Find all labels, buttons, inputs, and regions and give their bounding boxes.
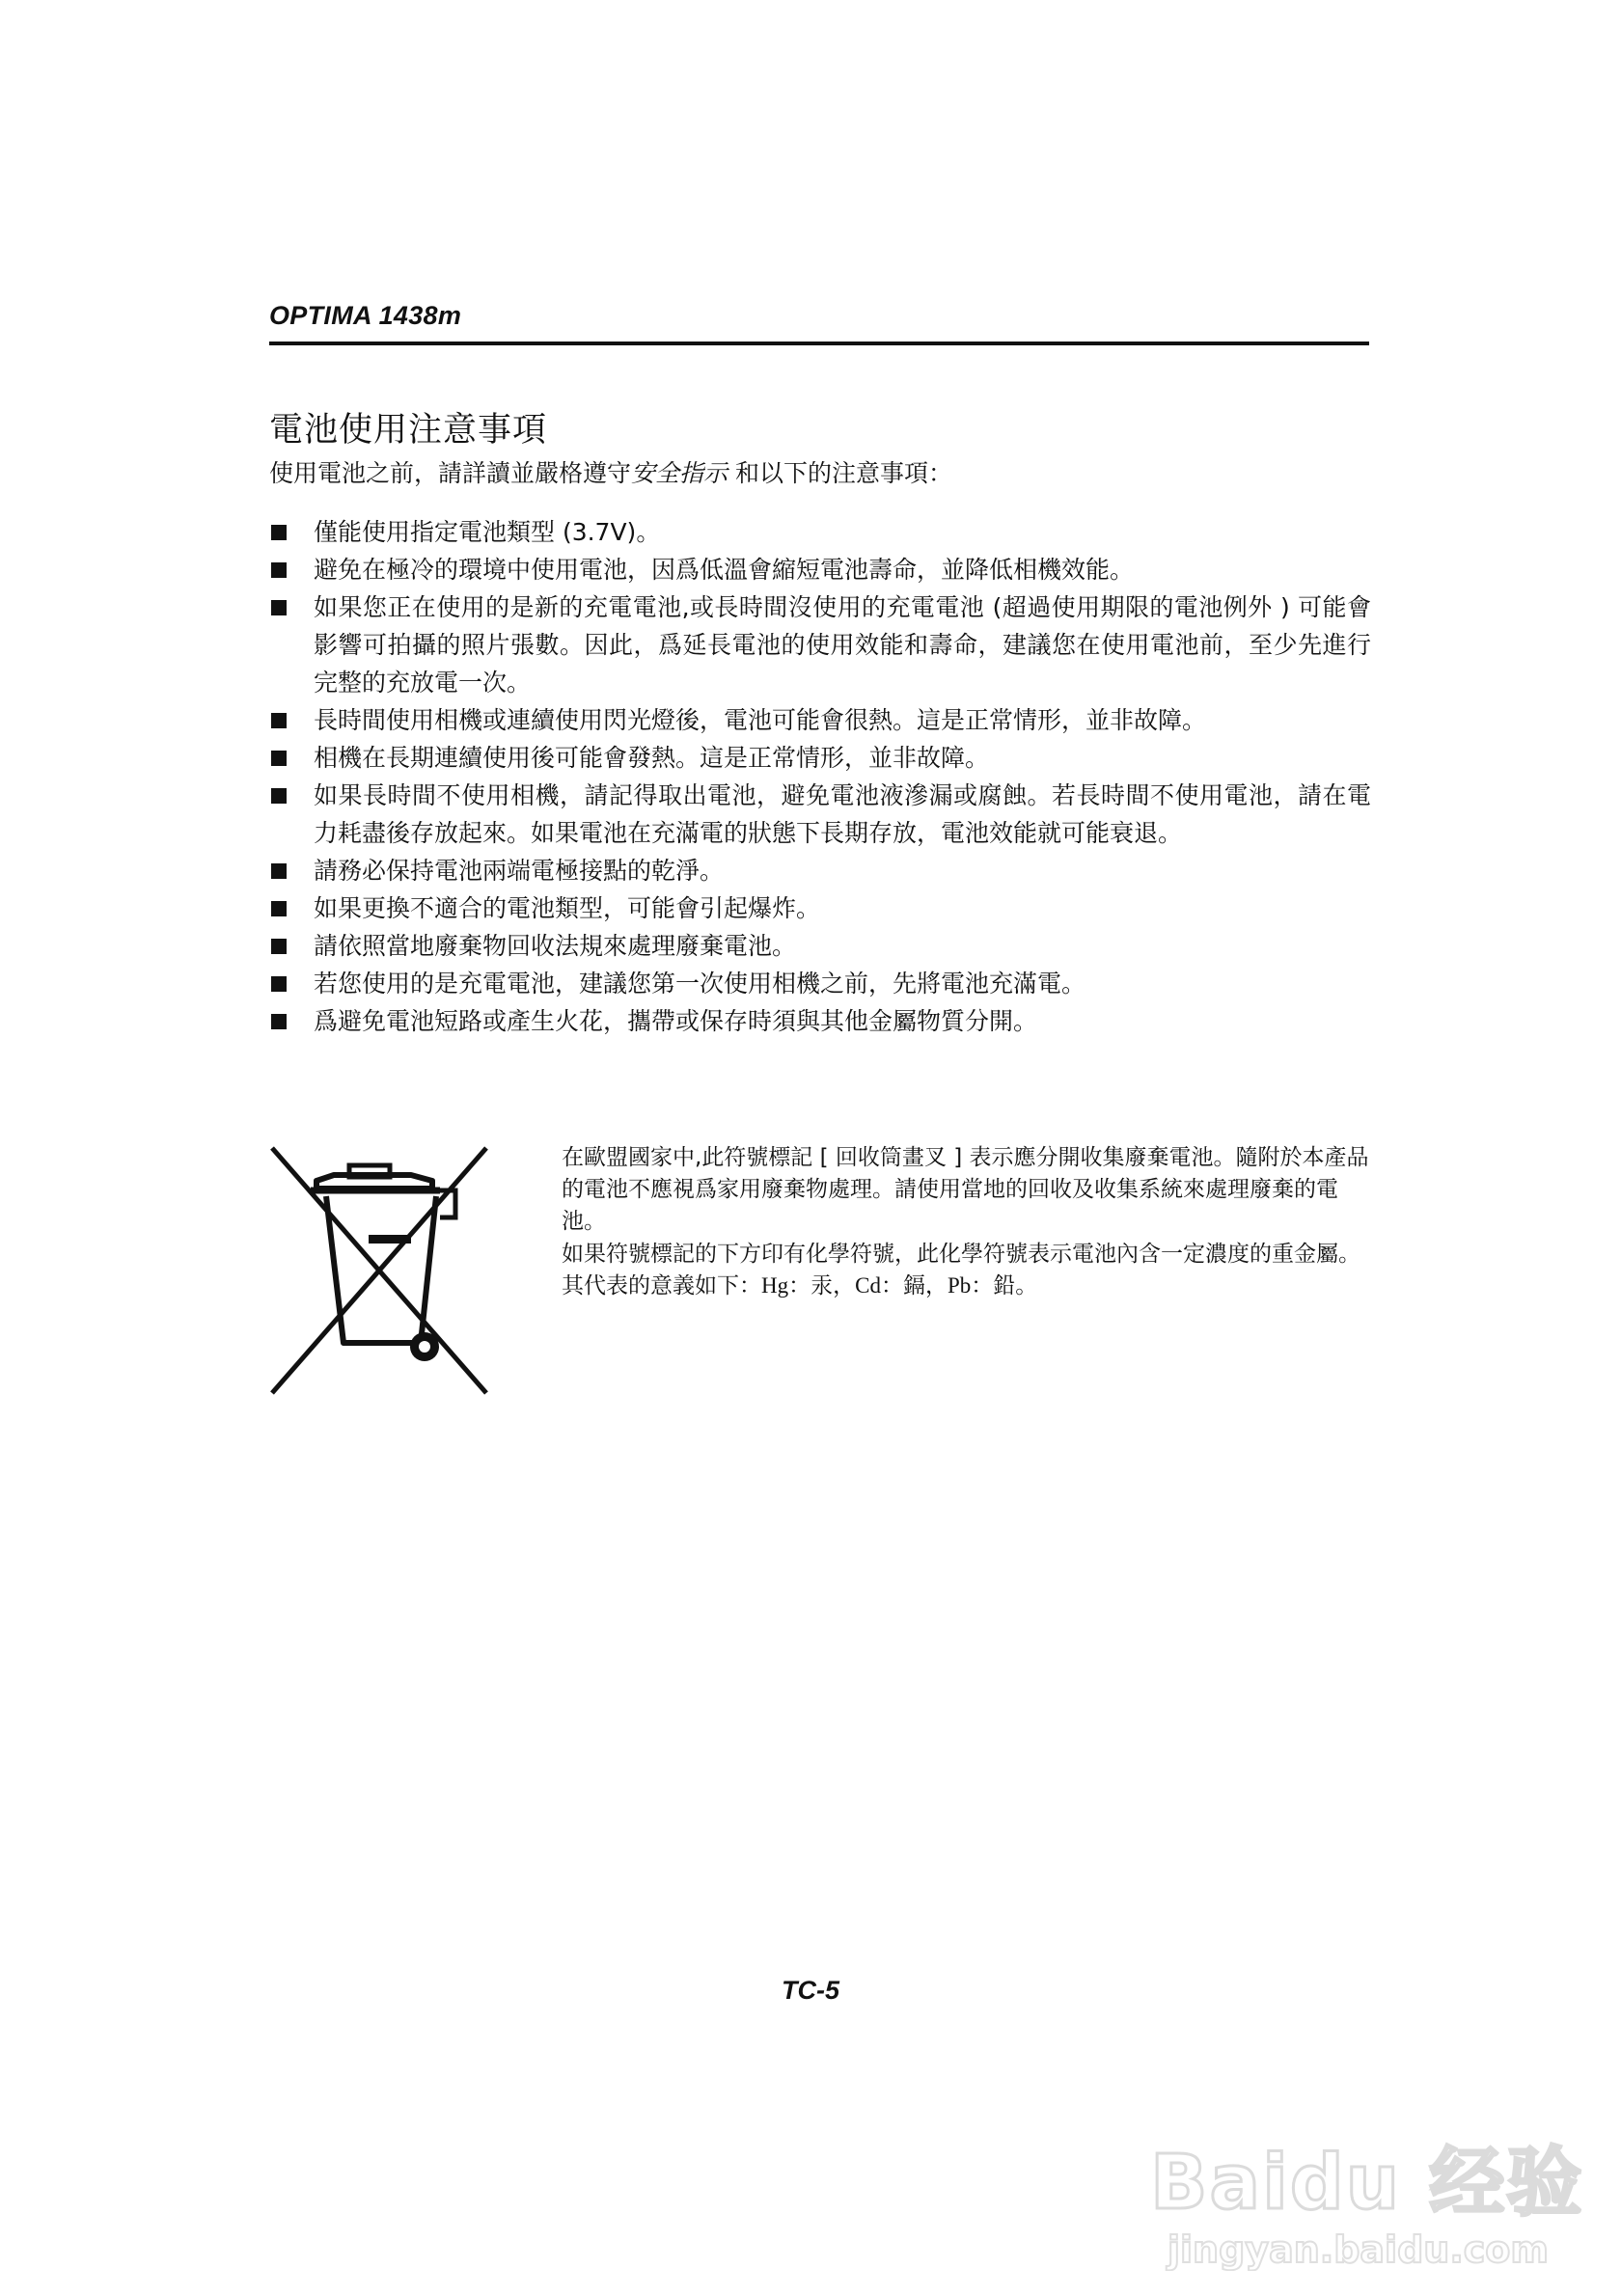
list-item [269, 1002, 1371, 1040]
bullet-square-icon [271, 901, 287, 916]
bullet-square-icon [271, 600, 287, 615]
list-item [269, 513, 1371, 551]
watermark-logo: Baidu 经验 [1150, 2140, 1584, 2227]
disposal-paragraph-chemicals: 如果符號標記的下方印有化學符號，此化學符號表示電池內含一定濃度的重金屬。其代表的意義如下：Hg：汞，Cd：鎘，Pb：鉛。 [562, 1242, 1360, 1298]
list-item [269, 588, 1371, 701]
bullet-square-icon [271, 976, 287, 992]
list-item-text: 如果更換不適合的電池類型，可能會引起爆炸。 [314, 894, 821, 922]
section-intro [269, 457, 952, 490]
list-item-text: 爲避免電池短路或產生火花，攜帶或保存時須與其他金屬物質分開。 [314, 1007, 1038, 1035]
page-number: TC-5 [782, 1976, 839, 2005]
bullet-square-icon [271, 788, 287, 804]
bullet-square-icon [271, 939, 287, 954]
list-item [269, 852, 1371, 889]
list-item [269, 701, 1371, 739]
disposal-paragraph-eu: 在歐盟國家中,此符號標記 [ 回收筒畫叉 ] 表示應分開收集廢棄電池。隨附於本產品的電池不應視爲家用廢棄物處理。請使用當地的回收及收集系統來處理廢棄的電池。 [562, 1145, 1369, 1234]
section-title: 電池使用注意事項 [269, 411, 548, 450]
list-item [269, 889, 1371, 927]
list-item-text: 如果您正在使用的是新的充電電池,或長時間沒使用的充電電池 (超過使用期限的電池例外 ) 可能會影響可拍攝的照片張數。因此，爲延長電池的使用效能和壽命，建議您在使用電池前，至少先進行完整的充放電一次。 [314, 593, 1371, 697]
bullet-square-icon [271, 751, 287, 766]
list-item [269, 965, 1371, 1002]
list-item-text: 請依照當地廢棄物回收法規來處理廢棄電池。 [314, 932, 797, 960]
watermark [1139, 2122, 1584, 2286]
watermark-url: jingyan.baidu.com [1168, 2228, 1549, 2271]
list-item [269, 927, 1371, 965]
bullet-square-icon [271, 525, 287, 540]
header-divider [269, 342, 1369, 345]
bullet-square-icon [271, 562, 287, 578]
list-item-text: 長時間使用相機或連續使用閃光燈後，電池可能會很熱。這是正常情形，並非故障。 [314, 706, 1207, 734]
bullet-square-icon [271, 863, 287, 879]
bullet-square-icon [271, 713, 287, 728]
list-item-text: 相機在長期連續使用後可能會發熱。這是正常情形，並非故障。 [314, 744, 990, 772]
list-item-text: 若您使用的是充電電池，建議您第一次使用相機之前，先將電池充滿電。 [314, 970, 1086, 998]
crossed-out-wheelie-bin-icon [266, 1142, 492, 1399]
list-item-text: 僅能使用指定電池類型 (3.7V)。 [314, 518, 661, 546]
list-item [269, 551, 1371, 588]
bullet-square-icon [271, 1014, 287, 1029]
disposal-notice [562, 1142, 1372, 1301]
intro-text-before: 使用電池之前，請詳讀並嚴格遵守 [269, 459, 632, 487]
intro-safety-instructions-emphasis: 安全指示 [631, 459, 728, 487]
list-item-text: 如果長時間不使用相機，請記得取出電池，避免電池液滲漏或腐蝕。若長時間不使用電池，請在電力耗盡後存放起來。如果電池在充滿電的狀態下長期存放，電池效能就可能衰退。 [314, 781, 1371, 847]
list-item-text: 請務必保持電池兩端電極接點的乾淨。 [314, 857, 725, 885]
battery-precautions-list [269, 513, 1371, 1040]
list-item [269, 777, 1371, 852]
intro-text-after: 和以下的注意事項： [734, 459, 952, 487]
list-item-text: 避免在極冷的環境中使用電池，因爲低溫會縮短電池壽命，並降低相機效能。 [314, 556, 1135, 584]
list-item [269, 739, 1371, 777]
document-header-title: OPTIMA 1438m [269, 301, 462, 330]
